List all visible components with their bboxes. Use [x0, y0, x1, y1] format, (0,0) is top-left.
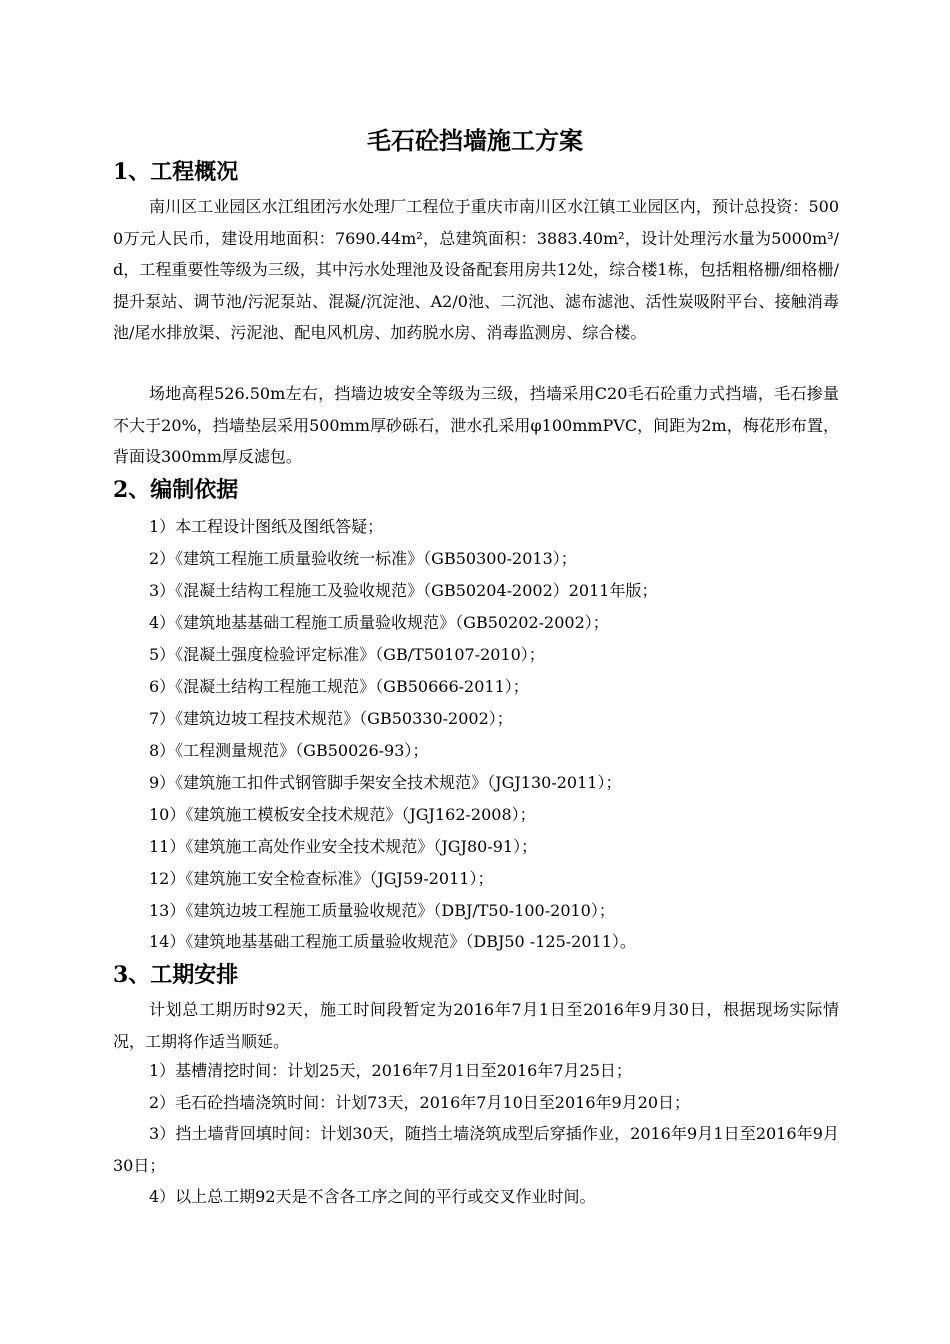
basis-list-item: 14）《建筑地基基础工程施工质量验收规范》（DBJ50 -125-2011）。 [149, 932, 636, 951]
basis-list-item: 9）《建筑施工扣件式钢管脚手架安全技术规范》（JGJ130-2011）； [149, 773, 622, 792]
basis-list-item: 12）《建筑施工安全检查标准》（JGJ59-2011）； [149, 869, 494, 888]
basis-list-item: 3）《混凝土结构工程施工及验收规范》（GB50204-2002）2011年版； [149, 581, 658, 600]
document-title: 毛石砼挡墙施工方案 [367, 126, 583, 155]
schedule-step: 1）基槽清挖时间：计划25天，2016年7月1日至2016年7月25日； [149, 1061, 632, 1080]
section-heading-overview: 1、工程概况 [113, 159, 239, 185]
basis-list-item: 6）《混凝土结构工程施工规范》（GB50666-2011）； [149, 677, 529, 696]
overview-paragraph-1: 南川区工业园区水江组团污水处理厂工程位于重庆市南川区水江镇工业园区内，预计总投资：5000万元人民币，建设用地面积：7690.44m²，总建筑面积：3883.40m²，设计处理污水量为5000m³/d，工程重要性等级为三级，其中污水处理池及设备配套用房共12处，综合楼1栋，包括粗格栅/细格栅/提升泵站、调节池/污泥泵站、混凝/沉淀池、A2/0池、二沉池、滤布滤池、活性炭吸附平台、接触消毒池/尾水排放渠、污泥池、配电风机房、加药脱水房、消毒监测房、综合楼。 [113, 197, 839, 342]
basis-list-item: 7）《建筑边坡工程技术规范》（GB50330-2002）； [149, 709, 513, 728]
basis-list-item: 13）《建筑边坡工程施工质量验收规范》（DBJ/T50-100-2010）； [149, 901, 615, 920]
section-heading-basis: 2、编制依据 [113, 477, 239, 503]
basis-list-item: 4）《建筑地基基础工程施工质量验收规范》（GB50202-2002）； [149, 613, 609, 632]
section-heading-schedule: 3、工期安排 [113, 962, 239, 988]
basis-list-item: 11）《建筑施工高处作业安全技术规范》（JGJ80-91）； [149, 837, 538, 856]
basis-list-item: 10）《建筑施工模板安全技术规范》（JGJ162-2008）； [149, 805, 536, 824]
schedule-step: 4）以上总工期92天是不含各工序之间的平行或交叉作业时间。 [149, 1187, 596, 1206]
overview-paragraph-2: 场地高程526.50m左右，挡墙边坡安全等级为三级，挡墙采用C20毛石砼重力式挡墙，毛石掺量不大于20%，挡墙垫层采用500mm厚砂砾石，泄水孔采用φ100mmPVC，间距为2m，梅花形布置，背面设300mm厚反滤包。 [113, 384, 839, 466]
basis-list-item: 8）《工程测量规范》（GB50026-93）； [149, 741, 429, 760]
schedule-step: 3）挡土墙背回填时间：计划30天，随挡土墙浇筑成型后穿插作业，2016年9月1日至2016年9月30日； [113, 1124, 839, 1175]
schedule-paragraph-1: 计划总工期历时92天，施工时间段暂定为2016年7月1日至2016年9月30日，根据现场实际情况，工期将作适当顺延。 [113, 1000, 839, 1051]
basis-list-item: 1）本工程设计图纸及图纸答疑； [149, 517, 384, 536]
basis-list-item: 2）《建筑工程施工质量验收统一标准》（GB50300-2013）； [149, 549, 577, 568]
basis-list-item: 5）《混凝土强度检验评定标准》（GB/T50107-2010）； [149, 645, 545, 664]
schedule-step: 2）毛石砼挡墙浇筑时间：计划73天，2016年7月10日至2016年9月20日； [149, 1093, 691, 1112]
